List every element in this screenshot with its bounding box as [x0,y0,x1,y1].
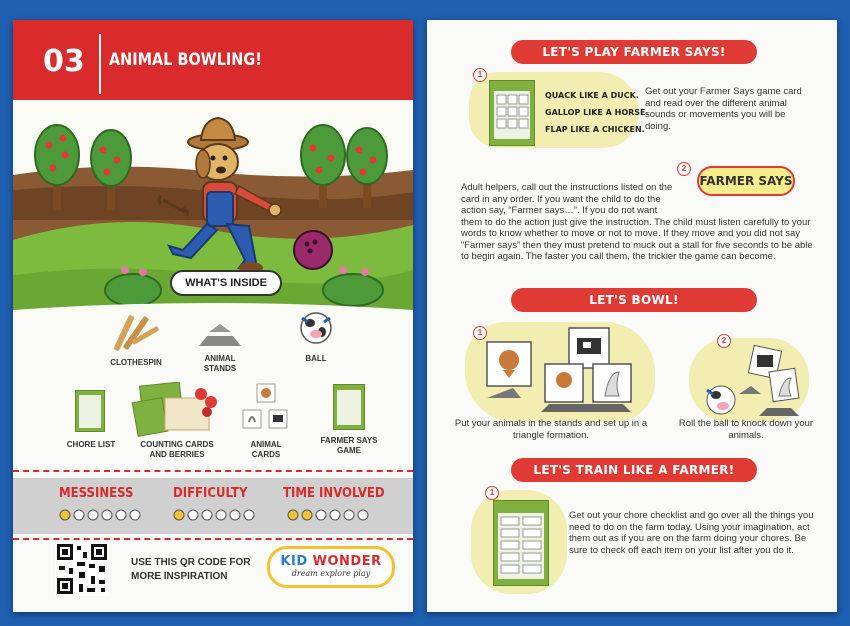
kid-wonder-logo [267,546,395,588]
card-header [13,20,413,100]
farmer-says-thumbnail [333,384,365,430]
rolling-ball-illustration [699,342,809,422]
chore-list-grid-icon [494,501,548,585]
clothespin-icon [113,310,159,356]
activity-title: ANIMAL BOWLING! [109,50,262,70]
item-label-chore-list: CHORE LIST [66,440,116,449]
ratings-bar [13,478,413,534]
bowl-caption-1: Put your animals in the stands and set up in a triangle formation. [454,418,648,441]
train-text: Get out your chore checklist and go over all the things you need to do on the farm today. Using your imagination, act them out as if you are on the farm doing your chores. Be sure to check off each item on your list after you do it. [569,510,814,556]
farmer-says-speech-bubble: FARMER SAYS [697,166,795,196]
qr-code-icon [55,542,109,596]
farmer-says-text-2: Adult helpers, call out the instructions listed on the card in any order. If you want the child to do the action say, “Farmer says…”. If you do not want them to do the action just give the instruction. The child must listen carefully to your words to know whether to move or not to move. If they move and you did not say “Farmer says” then they must pretend to muck out a stall for five seconds to be able to begin again. The faster you call them, the trickier the game can become. [461,182,813,262]
qr-code-text: USE THIS QR CODE FOR MORE INSPIRATION [131,557,251,582]
rating-label-difficulty: DIFFICULTY [173,486,248,501]
bowl-caption-2: Roll the ball to knock down your animals. [678,418,814,441]
dashed-divider-bottom [13,538,413,540]
dashed-divider-top [13,470,413,472]
counting-cards-icon [131,382,221,438]
item-label-counting-cards: COUNTING CARDS AND BERRIES [140,440,214,459]
banner-lets-bowl: LET'S BOWL! [511,288,757,312]
train-step-number-1: 1 [485,486,499,500]
rating-dots-messiness [59,508,143,522]
rating-dots-time-involved [287,508,371,522]
bowl-step-number-2: 2 [717,334,731,348]
bowling-ball [294,231,332,269]
logo-tagline: dream explore play [291,569,371,578]
farmer-says-card-thumbnail [489,80,535,146]
game-card-grid-icon [490,81,534,145]
banner-train-like-farmer: LET'S TRAIN LIKE A FARMER! [511,458,757,482]
item-label-farmer-says-game: FARMER SAYS GAME [320,436,378,455]
text-float-spacer [675,182,813,206]
animal-stands-triangle-illustration [481,326,651,418]
item-label-clothespin: CLOTHESPIN [110,358,162,367]
item-label-animal-stands: ANIMAL STANDS [203,354,237,373]
item-label-animal-cards: ANIMAL CARDS [250,440,282,459]
cow-ball-icon [298,310,334,346]
step-number-1: 1 [473,68,487,82]
header-divider [99,34,101,94]
farmer-says-instructions: QUACK LIKE A DUCK. GALLOP LIKE A HORSE. FLAP LIKE A CHICKEN. [545,91,649,134]
item-label-ball: BALL [305,354,327,363]
rating-label-time-involved: TIME INVOLVED [283,486,385,501]
animal-cards-icon [241,382,291,432]
activity-number: 03 [43,44,85,79]
whats-inside-badge: WHAT'S INSIDE [170,270,282,296]
left-card [13,20,413,612]
logo-wordmark: KID WONDER [280,554,382,569]
chore-list-card-thumbnail [493,500,549,586]
rating-label-messiness: MESSINESS [59,486,134,501]
banner-farmer-says: LET'S PLAY FARMER SAYS! [511,40,757,64]
animal-stands-icon [195,320,245,350]
rating-dots-difficulty [173,508,257,522]
right-card [427,20,837,612]
bowl-step-number-1: 1 [473,326,487,340]
farmer-says-text-1: Get out your Farmer Says game card and read over the different animal sounds or movements you will be doing. [645,86,802,132]
chore-list-thumbnail [75,390,105,432]
step-number-2: 2 [677,162,691,176]
